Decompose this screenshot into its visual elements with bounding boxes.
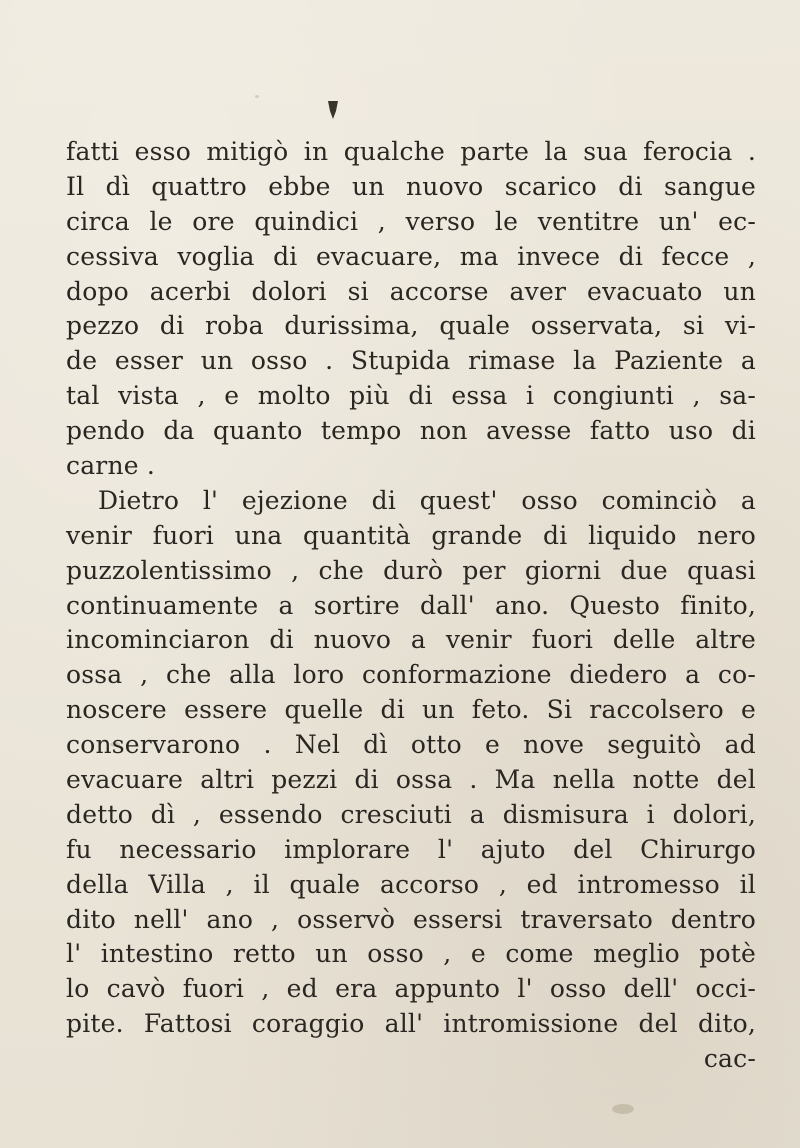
text-line: tal vista , e molto più di essa i congiunti , sa- bbox=[66, 381, 756, 411]
text-line: de esser un osso . Stupida rimase la Paziente a bbox=[66, 346, 756, 376]
text-line: pendo da quanto tempo non avesse fatto uso di bbox=[66, 416, 756, 446]
text-line: lo cavò fuori , ed era appunto l' osso dell' occi- bbox=[66, 974, 756, 1004]
text-line: dito nell' ano , osservò essersi traversato dentro bbox=[66, 904, 756, 934]
text-line: fatti esso mitigò in qualche parte la sua ferocia . bbox=[66, 137, 756, 166]
text-line: pite. Fattosi coraggio all' intromissione del dito, bbox=[66, 1009, 756, 1039]
paper-speck bbox=[612, 1104, 634, 1114]
text-line: circa le ore quindici , verso le ventitre un' ec- bbox=[66, 206, 756, 236]
text-line: pezzo di roba durissima, quale osservata, si vi- bbox=[66, 311, 756, 341]
text-line: noscere essere quelle di un feto. Si raccolsero e bbox=[66, 695, 756, 725]
text-line: l' intestino retto un osso , e come meglio potè bbox=[66, 939, 756, 969]
text-line: ossa , che alla loro conformazione diedero a co- bbox=[66, 660, 756, 690]
text-line: continuamente a sortire dall' ano. Questo finito, bbox=[66, 590, 756, 620]
text-line: puzzolentissimo , che durò per giorni due quasi bbox=[66, 555, 756, 585]
paper-speck bbox=[255, 95, 259, 98]
text-line: cessiva voglia di evacuare, ma invece di fecce , bbox=[66, 241, 756, 271]
body-text bbox=[66, 135, 756, 1077]
ornament-mark-icon bbox=[324, 99, 342, 121]
text-line: fu necessario implorare l' ajuto del Chirurgo bbox=[66, 834, 756, 864]
text-line: incominciaron di nuovo a venir fuori delle altre bbox=[66, 625, 756, 655]
text-line: detto dì , essendo cresciuti a dismisura i dolori, bbox=[66, 799, 756, 829]
text-line: dopo acerbi dolori si accorse aver evacuato un bbox=[66, 276, 756, 306]
text-line: della Villa , il quale accorso , ed intromesso il bbox=[66, 869, 756, 899]
text-line: evacuare altri pezzi di ossa . Ma nella notte del bbox=[66, 765, 756, 795]
text-line: conservarono . Nel dì otto e nove seguitò ad bbox=[66, 730, 756, 760]
catchword: cac- bbox=[703, 1044, 756, 1074]
text-line: Il dì quattro ebbe un nuovo scarico di sangue bbox=[66, 171, 756, 201]
text-line: venir fuori una quantità grande di liquido nero bbox=[66, 520, 756, 550]
paragraph-start-line: Dietro l' ejezione di quest' osso cominciò a bbox=[98, 485, 756, 515]
text-line: carne . bbox=[66, 451, 156, 481]
